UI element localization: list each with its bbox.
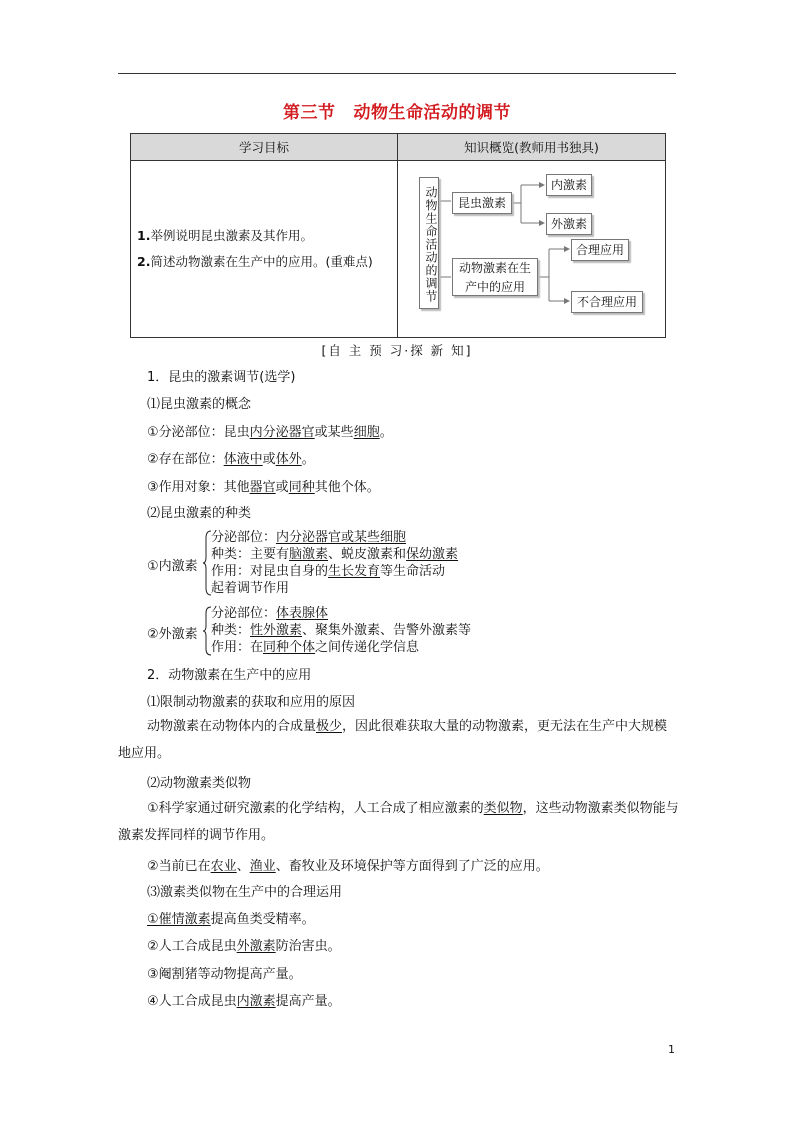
header-knowledge-overview: 知识概览(教师用书独具) [398, 134, 666, 161]
subheading-reasonable-use: ⑶激素类似物在生产中的合理运用 [147, 885, 343, 900]
outer-function: 作用：在同种个体之间传递化学信息 [211, 640, 420, 655]
header-rule [118, 73, 676, 74]
map-node-production-application: 动物激素在生产中的应用 [452, 258, 538, 296]
concept-map [398, 161, 665, 337]
subheading-types: ⑵昆虫激素的种类 [147, 506, 252, 521]
inner-function: 作用：对昆虫自身的生长发育等生命活动 [211, 564, 446, 579]
page-number: 1 [668, 1043, 675, 1056]
concept-map-cell [398, 161, 666, 338]
title-text: 动物生命活动的调节 [353, 103, 511, 123]
use-item-3: ③阉割猪等动物提高产量。 [147, 967, 302, 982]
map-node-internal-hormone: 内激素 [546, 174, 592, 196]
use-item-2: ②人工合成昆虫外激素防治害虫。 [147, 939, 341, 954]
outer-hormone-label: ②外激素 [147, 627, 198, 642]
para-fields: ②当前已在农业、渔业、畜牧业及环境保护等方面得到了广泛的应用。 [147, 859, 549, 874]
page-title [0, 98, 794, 123]
objectives-table [130, 133, 666, 338]
section-header: [自 主 预 习·探 新 知] [321, 343, 473, 358]
goals-cell [131, 161, 398, 338]
subheading-analogs: ⑵动物激素类似物 [147, 776, 252, 791]
subheading-concept: ⑴昆虫激素的概念 [147, 397, 252, 412]
map-node-insect-hormone: 昆虫激素 [452, 192, 512, 214]
map-node-unreasonable-use: 不合理应用 [571, 291, 643, 313]
para-analogs: ①科学家通过研究激素的化学结构，人工合成了相应激素的类似物，这些动物激素类似物能与激素发挥同样的调节作用。 [118, 801, 679, 843]
use-item-4: ④人工合成昆虫内激素提高产量。 [147, 994, 341, 1009]
goal-item: 2.简述动物激素在生产中的应用。(重难点) [137, 254, 373, 269]
map-node-external-hormone: 外激素 [546, 213, 592, 235]
inner-types: 种类：主要有脑激素、蜕皮激素和保幼激素 [211, 547, 459, 562]
subheading-limit: ⑴限制动物激素的获取和应用的原因 [147, 695, 356, 710]
map-root-node: 动物生命活动的调节 [419, 177, 439, 309]
title-section-number: 第三节 [283, 103, 336, 123]
item-storage-site: ②存在部位：体液中或体外。 [147, 452, 315, 467]
heading-insect-hormone: 1．昆虫的激素调节(选学) [147, 370, 296, 385]
item-secretion-site: ①分泌部位：昆虫内分泌器官或某些细胞。 [147, 425, 393, 440]
inner-function-cont: 起着调节作用 [211, 581, 290, 596]
outer-secretion: 分泌部位：体表腺体 [211, 606, 329, 621]
map-node-reasonable-use: 合理应用 [571, 239, 629, 261]
header-learning-goals: 学习目标 [131, 134, 398, 161]
item-target: ③作用对象：其他器官或同种其他个体。 [147, 480, 380, 495]
use-item-1: ①催情激素提高鱼类受精率。 [147, 912, 315, 927]
para-limit-reason: 动物激素在动物体内的合成量极少，因此很难获取大量的动物激素，更无法在生产中大规模地应用。 [118, 719, 668, 761]
heading-application: 2．动物激素在生产中的应用 [147, 668, 312, 683]
goal-item: 1.举例说明昆虫激素及其作用。 [137, 228, 313, 243]
inner-secretion: 分泌部位：内分泌器官或某些细胞 [211, 530, 407, 545]
inner-hormone-label: ①内激素 [147, 559, 198, 574]
outer-types: 种类：性外激素、聚集外激素、告警外激素等 [211, 623, 472, 638]
